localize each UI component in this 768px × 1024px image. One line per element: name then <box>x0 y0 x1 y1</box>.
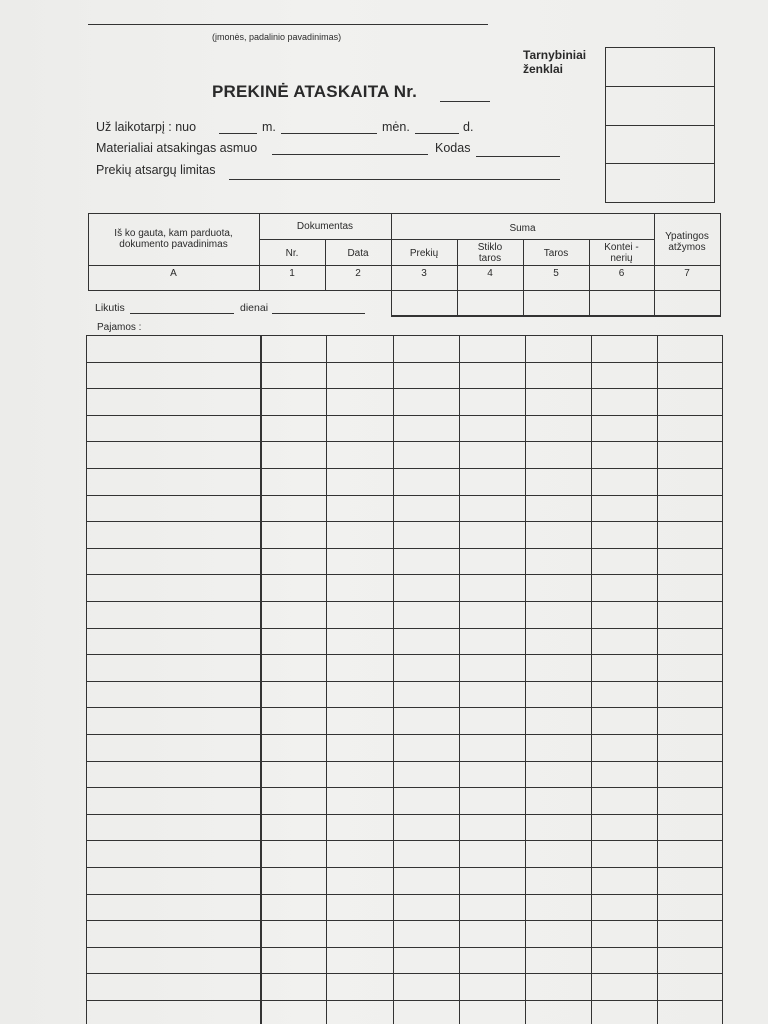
responsible-person-field[interactable] <box>272 154 428 155</box>
grid-row-line <box>86 388 723 389</box>
period-label: Už laikotarpį : nuo <box>96 120 197 134</box>
code-label: Kodas <box>435 141 471 155</box>
col-number: 1 <box>289 268 295 279</box>
grid-row-line <box>86 468 723 469</box>
col-date-header: Data <box>347 248 369 259</box>
service-marks-box <box>605 47 715 203</box>
company-name-line <box>88 24 488 25</box>
col-number: 5 <box>553 268 559 279</box>
service-marks-label: Tarnybiniai ženklai <box>523 48 587 76</box>
col-number: A <box>170 268 177 279</box>
grid-row-line <box>86 335 723 336</box>
report-table-header <box>88 213 721 317</box>
grid-row-line <box>86 761 723 762</box>
grid-row-line <box>86 548 723 549</box>
balance-label: Likutis <box>95 302 125 314</box>
col-number: 6 <box>618 268 625 279</box>
month-field[interactable] <box>281 133 377 134</box>
code-field[interactable] <box>476 156 560 157</box>
year-field[interactable] <box>219 133 257 134</box>
grid-row-line <box>86 601 723 602</box>
month-suffix: mėn. <box>382 120 410 134</box>
col-number: 4 <box>487 268 493 279</box>
document-group-header: Dokumentas <box>296 221 354 232</box>
day-field[interactable] <box>415 133 459 134</box>
grid-row-line <box>86 574 723 575</box>
responsible-person-label: Materialiai atsakingas asmuo <box>96 141 258 155</box>
grid-row-line <box>86 681 723 682</box>
report-number-line[interactable] <box>440 101 490 102</box>
company-caption: (įmonės, padalinio pavadinimas) <box>212 32 342 42</box>
grid-row-line <box>86 628 723 629</box>
stock-limit-field[interactable] <box>229 179 560 180</box>
day-suffix: d. <box>463 120 474 134</box>
col-containers-header: Kontei - nerių <box>604 242 639 264</box>
col-number: 2 <box>355 268 361 279</box>
sum-group-header: Suma <box>509 223 536 234</box>
grid-row-line <box>86 920 723 921</box>
grid-row-line <box>86 495 723 496</box>
grid-row-line <box>86 362 723 363</box>
grid-row-line <box>86 840 723 841</box>
col-glass-header: Stiklo taros <box>477 242 503 264</box>
grid-row-line <box>86 947 723 948</box>
year-suffix: m. <box>262 120 276 134</box>
grid-row-line <box>86 441 723 442</box>
balance-day-field[interactable] <box>272 313 365 314</box>
grid-row-line <box>86 1000 723 1001</box>
grid-row-line <box>86 867 723 868</box>
income-grid <box>86 335 723 1024</box>
special-notes-header: Ypatingos atžymos <box>665 231 709 253</box>
col-number: 3 <box>421 268 427 279</box>
income-label: Pajamos : <box>97 322 142 333</box>
balance-field[interactable] <box>130 313 234 314</box>
grid-row-line <box>86 654 723 655</box>
source-header: Iš ko gauta, kam parduota, dokumento pavadinimas <box>114 228 233 250</box>
balance-day-label: dienai <box>240 302 269 314</box>
grid-row-line <box>86 894 723 895</box>
grid-row-line <box>86 707 723 708</box>
stock-limit-label: Prekių atsargų limitas <box>96 163 216 177</box>
grid-row-line <box>86 734 723 735</box>
grid-row-line <box>86 415 723 416</box>
grid-row-line <box>86 521 723 522</box>
grid-row-line <box>86 814 723 815</box>
col-tare-header: Taros <box>543 248 569 259</box>
col-goods-header: Prekių <box>409 248 439 259</box>
col-nr-header: Nr. <box>285 248 299 259</box>
col-number: 7 <box>684 268 690 279</box>
grid-row-line <box>86 973 723 974</box>
grid-row-line <box>86 787 723 788</box>
report-title: PREKINĖ ATASKAITA Nr. <box>212 82 418 101</box>
